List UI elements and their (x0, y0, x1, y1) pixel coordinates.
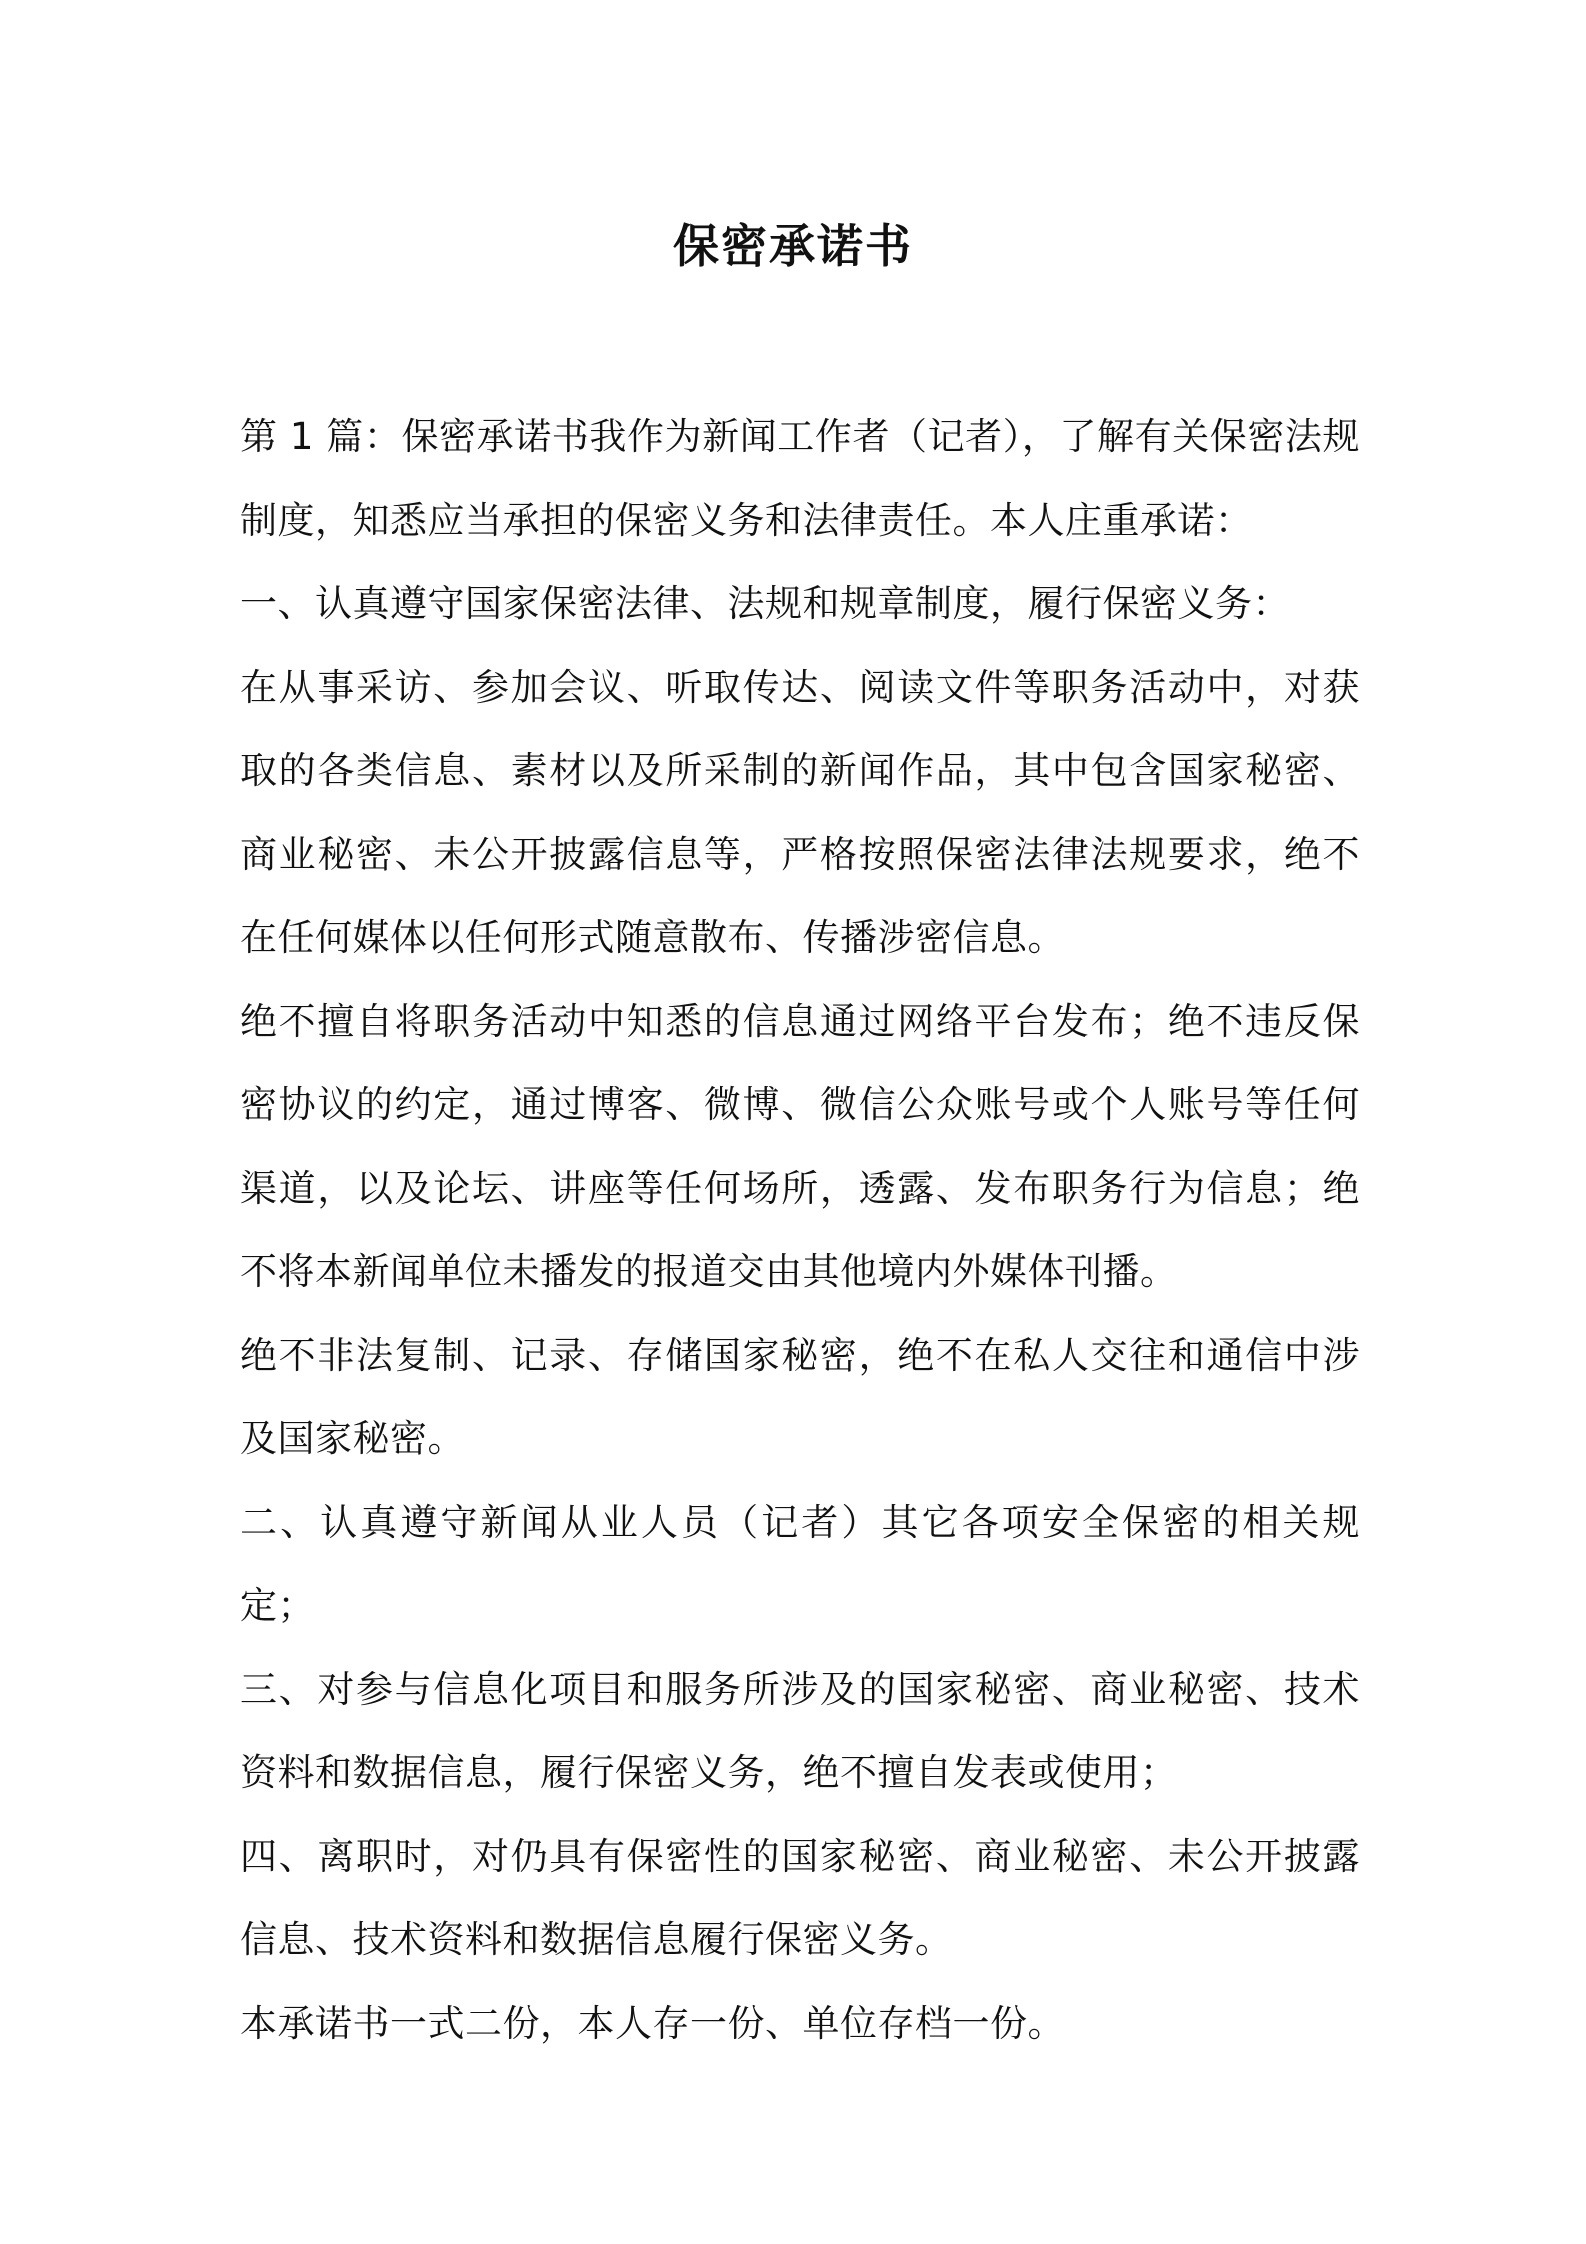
paragraph-clause-1-detail-b: 绝不擅自将职务活动中知悉的信息通过网络平台发布；绝不违反保密协议的约定，通过博客、微博、微信公众账号或个人账号等任何渠道，以及论坛、讲座等任何场所，透露、发布职务行为信息；绝不将本新闻单位未播发的报道交由其他境内外媒体刊播。 (240, 999, 1360, 1293)
paragraph-clause-1-detail-c: 绝不非法复制、记录、存储国家秘密，绝不在私人交往和通信中涉及国家秘密。 (240, 1333, 1360, 1460)
paragraph-intro: 第 1 篇：保密承诺书我作为新闻工作者（记者），了解有关保密法规制度，知悉应当承担的保密义务和法律责任。本人庄重承诺： (240, 415, 1360, 542)
document-title: 保密承诺书 (673, 219, 913, 273)
paragraph-closing: 本承诺书一式二份，本人存一份、单位存档一份。 (240, 2001, 1065, 2045)
paragraph-clause-2: 二、认真遵守新闻从业人员（记者）其它各项安全保密的相关规定； (240, 1500, 1360, 1627)
paragraph-clause-4: 四、离职时，对仍具有保密性的国家秘密、商业秘密、未公开披露信息、技术资料和数据信息履行保密义务。 (240, 1834, 1360, 1961)
paragraph-clause-1-detail-a: 在从事采访、参加会议、听取传达、阅读文件等职务活动中，对获取的各类信息、素材以及所采制的新闻作品，其中包含国家秘密、商业秘密、未公开披露信息等，严格按照保密法律法规要求，绝不在任何媒体以任何形式随意散布、传播涉密信息。 (240, 665, 1360, 959)
paragraph-clause-3: 三、对参与信息化项目和服务所涉及的国家秘密、商业秘密、技术资料和数据信息，履行保密义务，绝不擅自发表或使用； (240, 1667, 1360, 1794)
paragraph-clause-1: 一、认真遵守国家保密法律、法规和规章制度，履行保密义务： (240, 582, 1290, 625)
document-body (240, 395, 1360, 2065)
